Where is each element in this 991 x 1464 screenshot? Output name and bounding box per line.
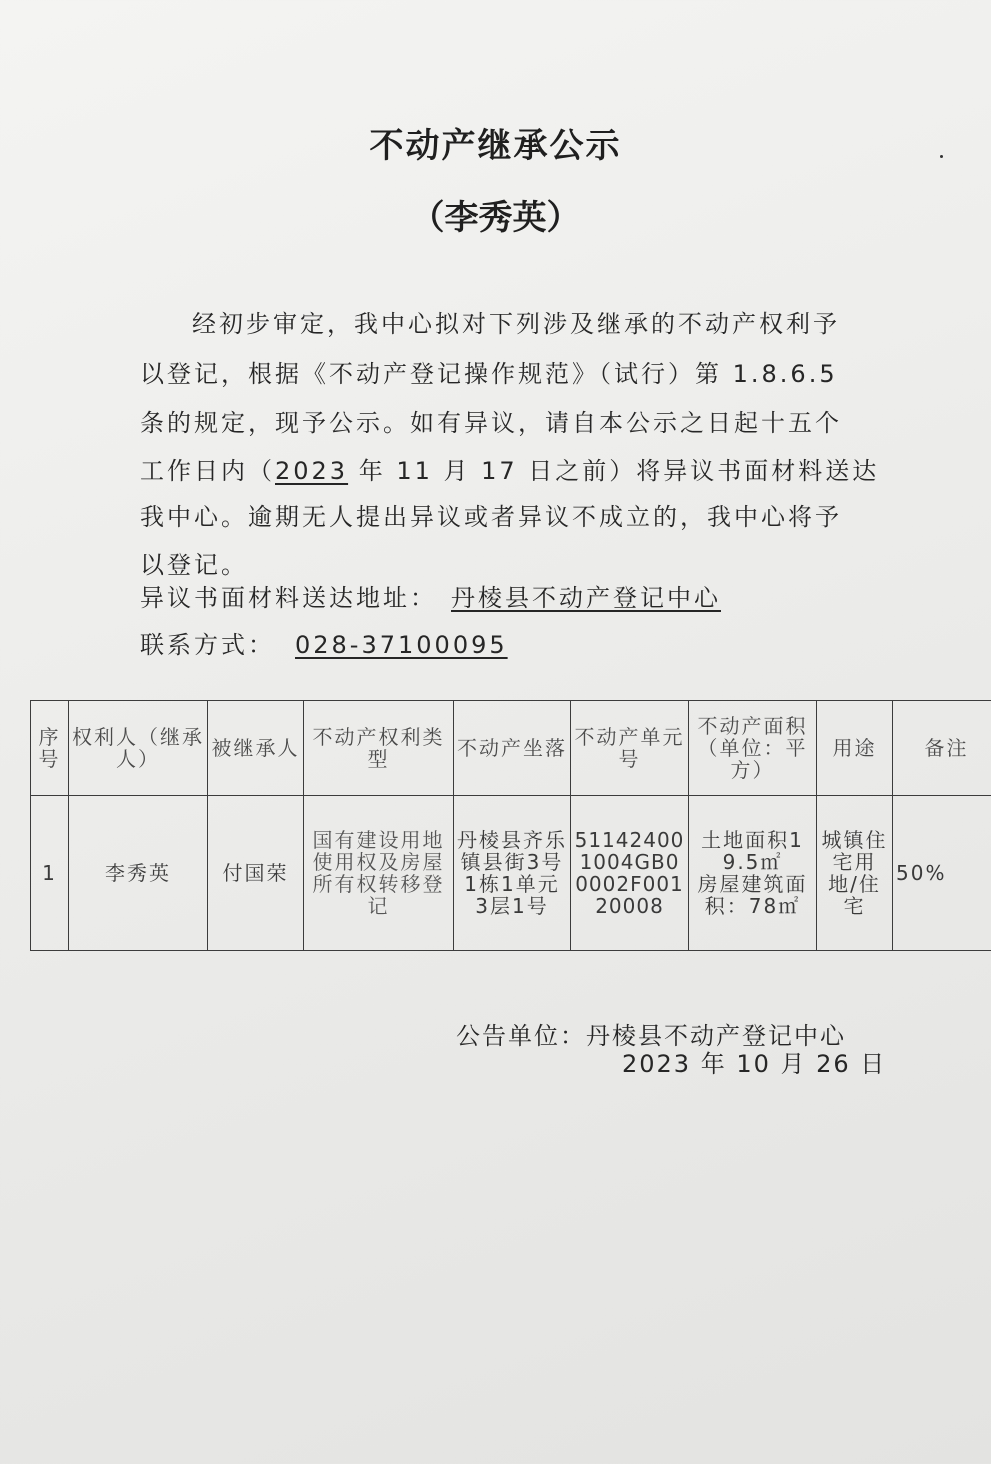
property-table [30,700,991,951]
header-holder: 权利人（继承人） [69,701,208,796]
cell-unit-no: 511424001004GB00002F00120008 [571,796,689,951]
cell-seq: 1 [31,796,69,951]
body-line-6: 以登记。 [140,551,248,579]
table-row [31,796,991,951]
cell-decedent: 付国荣 [208,796,304,951]
cell-area-land: 土地面积19.5㎡ [701,828,804,874]
header-right-type: 不动产权利类型 [304,701,454,796]
header-area: 不动产面积（单位：平方） [689,701,817,796]
body-line-5: 我中心。逾期无人提出异议或者异议不成立的，我中心将予 [140,503,842,531]
header-location: 不动产坐落 [454,701,571,796]
cell-holder: 李秀英 [69,796,208,951]
body-line-4 [140,451,880,486]
cell-area [689,796,817,951]
issuer-value: 丹棱县不动产登记中心 [586,1022,846,1050]
body-line-1: 经初步审定，我中心拟对下列涉及继承的不动产权利予 [192,310,840,338]
cell-remark: 50% [893,796,991,951]
cell-right-type: 国有建设用地使用权及房屋所有权转移登记 [304,796,454,951]
contact-line [140,625,860,660]
header-remark: 备注 [893,701,991,796]
page-subtitle: （李秀英） [410,198,581,238]
issue-date: 2023 年 10 月 26 日 [622,1050,887,1078]
deadline-year: 2023 [275,457,349,485]
address-label: 异议书面材料送达地址： [140,584,437,612]
paper-speck [940,155,943,158]
header-usage: 用途 [817,701,893,796]
body-line-2: 以登记，根据《不动产登记操作规范》（试行）第 1.8.6.5 [140,360,838,388]
header-decedent: 被继承人 [208,701,304,796]
address-value: 丹棱县不动产登记中心 [451,584,721,612]
cell-usage: 城镇住宅用地/住宅 [817,796,893,951]
header-unit-no: 不动产单元号 [571,701,689,796]
issuer-label: 公告单位： [456,1022,586,1050]
body-line-3: 条的规定，现予公示。如有异议，请自本公示之日起十五个 [140,409,842,437]
body-line-4-pre: 工作日内（ [140,457,275,485]
cell-location: 丹棱县齐乐镇县街3号1栋1单元3层1号 [454,796,571,951]
contact-value: 028-37100095 [295,631,508,659]
cell-area-house: 房屋建筑面积：78㎡ [697,872,808,918]
table-header-row [31,701,991,796]
header-seq: 序号 [31,701,69,796]
address-line [140,578,860,613]
body-line-4-post: 年 11 月 17 日之前）将异议书面材料送达 [348,457,880,485]
contact-label: 联系方式： [140,631,275,659]
page-title: 不动产继承公示 [369,126,622,166]
